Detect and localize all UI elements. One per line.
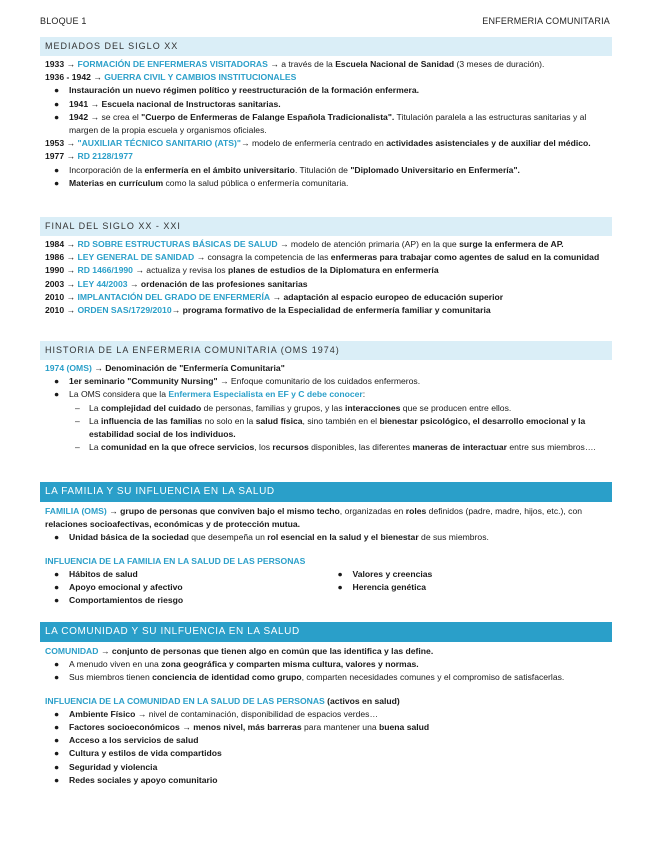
list-item: ● 1er seminario "Community Nursing" → Enfoque comunitario de los cuidados enfermeros.	[54, 376, 421, 387]
two-column-list	[45, 568, 612, 608]
bullet-list	[45, 658, 612, 684]
section-familia	[40, 482, 612, 607]
list-item: ● Seguridad y violencia	[54, 761, 158, 772]
list-item: ● La OMS considera que la Enfermera Especialista en EF y C debe conocer:	[54, 389, 366, 400]
line-1974: 1974 (OMS) → Denominación de "Enfermería Comunitaria"	[45, 363, 285, 373]
page-header	[40, 16, 610, 26]
list-item: ● Factores socioeconómicos → menos nivel, más barreras para mantener una buena salud	[54, 722, 430, 733]
list-item: ● 1941 → Escuela nacional de Instructoras sanitarias.	[54, 98, 281, 109]
list-item: ● Valores y creencias	[337, 568, 433, 579]
list-item: ● Cultura y estilos de vida compartidos	[54, 748, 222, 759]
bullet-list	[45, 164, 612, 190]
section-mediados	[40, 37, 612, 190]
header-right: ENFERMERIA COMUNITARIA	[482, 16, 610, 26]
line-1990: 1990 → RD 1466/1990 → actualiza y revisa los planes de estudios de la Diplomatura en enfermería	[45, 265, 439, 276]
list-item: ● 1942 → se crea el "Cuerpo de Enfermeras de Falange Española Tradicionalista". Titulación paralela a las estructuras sanitarias y al margen de la propia escuela y organismos oficiales.	[54, 111, 587, 136]
list-item: – La complejidad del cuidado de personas, familias y grupos, y las interacciones que se producen entre ellos.	[75, 402, 512, 413]
list-item: – La influencia de las familias no solo en la salud física, sino también en el bienestar psicológico, el desarrollo emocional y la estabilidad social de los individuos.	[75, 415, 586, 440]
line-1953: 1953 → "AUXILIAR TÉCNICO SANITARIO (ATS)"→ modelo de enfermería centrado en actividades asistenciales y de auxiliar del médico.	[45, 138, 591, 149]
section-historia	[40, 341, 612, 454]
list-item: ● Materias en currículum como la salud pública o enfermería comunitaria.	[54, 177, 349, 188]
line-1933: 1933 → FORMACIÓN DE ENFERMERAS VISITADORAS → a través de la Escuela Nacional de Sanidad (3 meses de duración).	[45, 59, 545, 69]
line-1977: 1977 → RD 2128/1977	[45, 151, 133, 162]
list-item: ● Incorporación de la enfermería en el ámbito universitario. Titulación de "Diplomado Universitario en Enfermería".	[54, 164, 520, 175]
line-1936: 1936 - 1942 → GUERRA CIVIL Y CAMBIOS INSTITUCIONALES	[45, 72, 297, 83]
list-item: ● Sus miembros tienen conciencia de identidad como grupo, comparten necesidades comunes y el compromiso de satisfacerlas.	[54, 672, 565, 683]
list-item: ● Unidad básica de la sociedad que desempeña un rol esencial en la salud y el bienestar de sus miembros.	[54, 532, 489, 543]
list-item: ● Apoyo emocional y afectivo	[54, 582, 183, 593]
line-2010b: 2010 → ORDEN SAS/1729/2010→ programa formativo de la Especialidad de enfermería familiar y comunitaria	[45, 305, 491, 316]
right-column	[329, 568, 613, 608]
list-item: ● Ambiente Físico → nivel de contaminación, disponibilidad de espacios verdes…	[54, 708, 379, 719]
line-familia: FAMILIA (OMS) → grupo de personas que conviven bajo el mismo techo, organizadas en roles definidos (padre, madre, hijos, etc.), con relaciones socioafectivas, económicas y de protección mutua.	[45, 506, 583, 530]
line-1986: 1986 → LEY GENERAL DE SANIDAD → consagra la competencia de las enfermeras para trabajar como agentes de salud en la comunidad	[45, 252, 600, 263]
left-column	[45, 568, 329, 608]
section-title: LA FAMILIA Y SU INFLUENCIA EN LA SALUD	[40, 482, 612, 502]
list-item: – La comunidad en la que ofrece servicios, los recursos disponibles, las diferentes maneras de interactuar entre sus miembros….	[75, 442, 596, 453]
bullet-list	[45, 375, 612, 401]
section-title: HISTORIA DE LA ENFERMERIA COMUNITARIA (OMS 1974)	[40, 341, 612, 360]
list-item: ● Herencia genética	[337, 582, 427, 593]
list-item: ● Comportamientos de riesgo	[54, 595, 184, 606]
bullet-list	[45, 708, 612, 787]
list-item: ● A menudo viven en una zona geográfica y comparten misma cultura, valores y normas.	[54, 659, 419, 670]
section-final-siglo	[40, 217, 612, 317]
dash-list	[45, 402, 612, 455]
subheading: INFLUENCIA DE LA FAMILIA EN LA SALUD DE LAS PERSONAS	[45, 555, 306, 566]
list-item: ● Redes sociales y apoyo comunitario	[54, 774, 218, 785]
section-title: MEDIADOS DEL SIGLO XX	[40, 37, 612, 56]
line-2010a: 2010 → IMPLANTACIÓN DEL GRADO DE ENFERMERÍA → adaptación al espacio europeo de educación superior	[45, 291, 504, 302]
section-title: FINAL DEL SIGLO XX - XXI	[40, 217, 612, 236]
subheading: INFLUENCIA DE LA COMUNIDAD EN LA SALUD DE LAS PERSONAS (activos en salud)	[45, 695, 400, 706]
line-comunidad: COMUNIDAD → conjunto de personas que tienen algo en común que las identifica y las define.	[45, 646, 434, 656]
header-left: BLOQUE 1	[40, 16, 87, 26]
section-title: LA COMUNIDAD Y SU INLFUENCIA EN LA SALUD	[40, 622, 612, 642]
section-comunidad	[40, 622, 612, 787]
line-2003: 2003 → LEY 44/2003 → ordenación de las profesiones sanitarias	[45, 278, 308, 289]
bullet-list	[45, 84, 612, 137]
list-item: ● Instauración un nuevo régimen político y reestructuración de la formación enfermera.	[54, 85, 420, 96]
line-1984: 1984 → RD SOBRE ESTRUCTURAS BÁSICAS DE SALUD → modelo de atención primaria (AP) en la que surge la enfermera de AP.	[45, 239, 564, 249]
bullet-list	[45, 531, 612, 544]
list-item: ● Acceso a los servicios de salud	[54, 735, 199, 746]
list-item: ● Hábitos de salud	[54, 568, 138, 579]
